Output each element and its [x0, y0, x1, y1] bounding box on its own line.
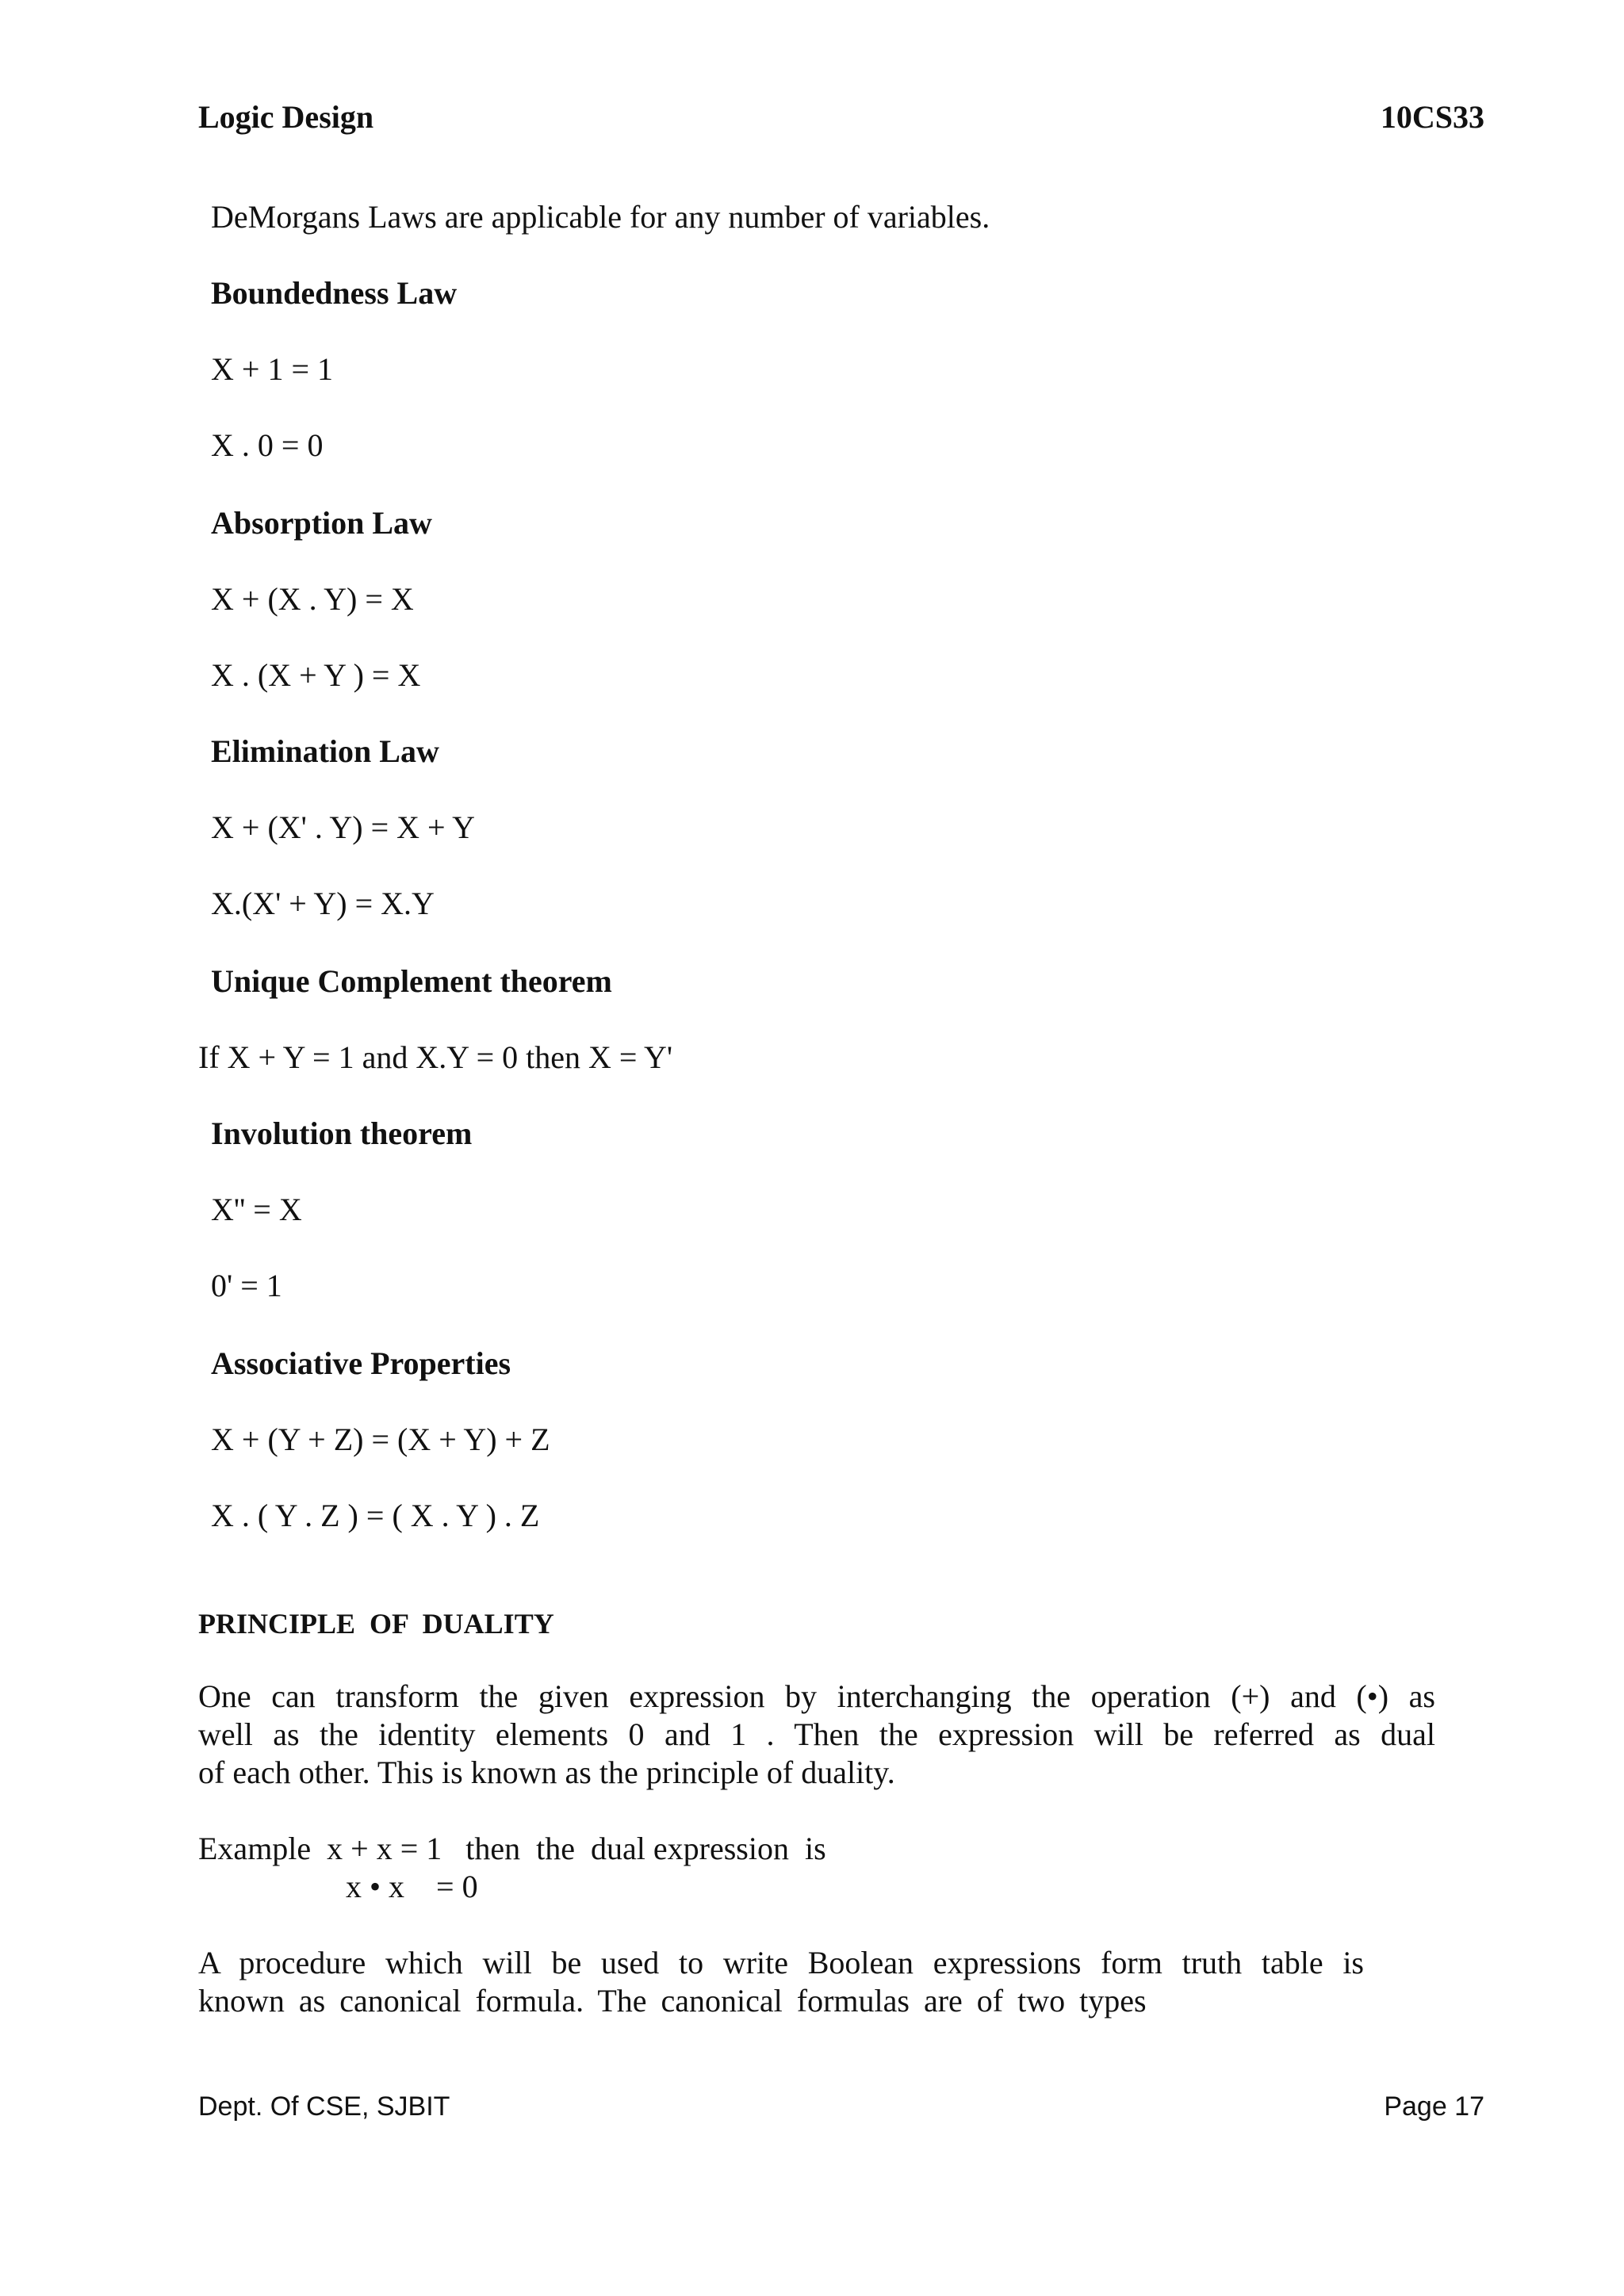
elimination-heading: Elimination Law [211, 733, 439, 769]
involution-eq2: 0' = 1 [211, 1268, 282, 1303]
duality-heading: PRINCIPLE OF DUALITY [198, 1608, 554, 1640]
associative-eq1: X + (Y + Z) = (X + Y) + Z [211, 1422, 550, 1457]
unique-complement-statement: If X + Y = 1 and X.Y = 0 then X = Y' [198, 1039, 673, 1075]
absorption-eq1: X + (X . Y) = X [211, 581, 414, 617]
involution-eq1: X'' = X [211, 1192, 302, 1227]
elimination-eq2: X.(X' + Y) = X.Y [211, 886, 435, 921]
absorption-heading: Absorption Law [211, 505, 432, 541]
duality-example-line1: Example x + x = 1 then the dual expression is [198, 1831, 826, 1866]
unique-complement-heading: Unique Complement theorem [211, 963, 612, 999]
associative-eq2: X . ( Y . Z ) = ( X . Y ) . Z [211, 1498, 540, 1533]
absorption-eq2: X . (X + Y ) = X [211, 657, 421, 693]
involution-heading: Involution theorem [211, 1115, 473, 1151]
elimination-eq1: X + (X' . Y) = X + Y [211, 809, 475, 845]
canonical-paragraph [198, 1944, 1364, 2020]
footer-page-number: Page 17 [1384, 2091, 1484, 2122]
canonical-paragraph-line: known as canonical formula. The canonical formulas are of two types [198, 1983, 1147, 2019]
boundedness-heading: Boundedness Law [211, 275, 458, 311]
duality-paragraph-line: well as the identity elements 0 and 1 . Then the expression will be referred as dual [198, 1716, 1435, 1752]
boundedness-eq2: X . 0 = 0 [211, 427, 324, 463]
associative-heading: Associative Properties [211, 1345, 511, 1381]
duality-example-line2: x • x = 0 [346, 1869, 478, 1904]
duality-paragraph [198, 1678, 1435, 1792]
duality-paragraph-line: of each other. This is known as the principle of duality. [198, 1755, 895, 1790]
duality-paragraph-line: One can transform the given expression by interchanging the operation (+) and (•) as [198, 1678, 1435, 1714]
footer-department: Dept. Of CSE, SJBIT [198, 2091, 450, 2122]
header-course-code: 10CS33 [1380, 99, 1484, 135]
intro-text: DeMorgans Laws are applicable for any number of variables. [211, 199, 990, 235]
header-course-title: Logic Design [198, 99, 374, 135]
canonical-paragraph-line: A procedure which will be used to write Boolean expressions form truth table is [198, 1945, 1364, 1980]
boundedness-eq1: X + 1 = 1 [211, 351, 334, 387]
